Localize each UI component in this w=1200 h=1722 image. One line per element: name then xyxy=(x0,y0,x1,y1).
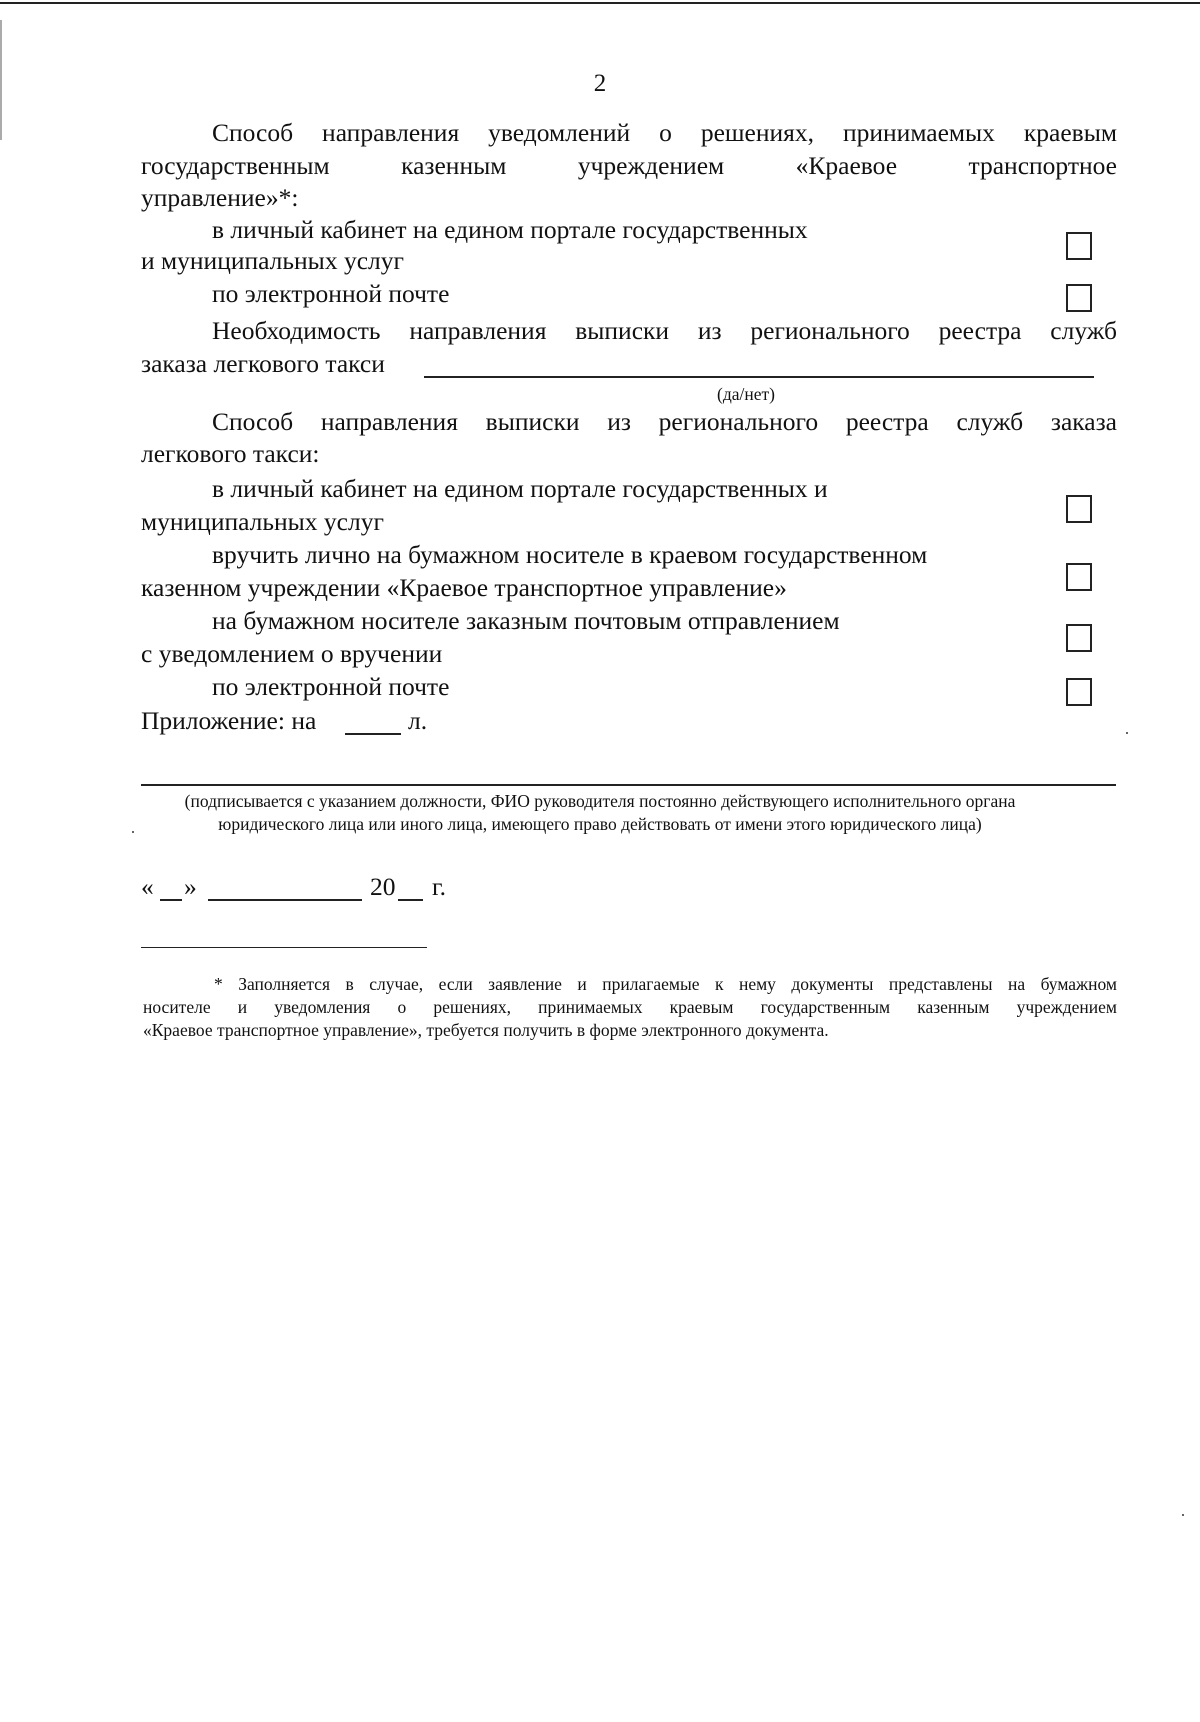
extract-portal-checkbox[interactable] xyxy=(1066,495,1092,523)
scan-speck xyxy=(1126,732,1128,734)
extract-option-portal-line1: в личный кабинет на едином портале государственных и xyxy=(212,474,828,503)
extract-method-heading-line1: Способ направления выписки из регионального реестра служб заказа xyxy=(212,407,1117,436)
extract-need-hint: (да/нет) xyxy=(717,384,775,404)
scan-top-border xyxy=(0,2,1200,4)
extract-option-mail-line2: с уведомлением о вручении xyxy=(141,639,443,668)
notice-portal-checkbox[interactable] xyxy=(1066,232,1092,260)
signature-note-line2: юридического лица или иного лица, имеющего право действовать от имени этого юридического лица) xyxy=(218,814,982,834)
extract-mail-checkbox[interactable] xyxy=(1066,624,1092,652)
extract-inperson-checkbox[interactable] xyxy=(1066,563,1092,591)
extract-need-line1: Необходимость направления выписки из регионального реестра служб xyxy=(212,316,1117,345)
scan-speck xyxy=(132,831,134,833)
footnote-line3: «Краевое транспортное управление», требуется получить в форме электронного документа. xyxy=(143,1020,829,1040)
date-close-quote: » xyxy=(184,872,197,901)
extract-need-line2: заказа легкового такси xyxy=(141,349,385,378)
date-year-field[interactable] xyxy=(398,899,423,901)
scan-speck xyxy=(1182,1514,1184,1516)
attachment-label: Приложение: на xyxy=(141,706,317,735)
notice-email-checkbox[interactable] xyxy=(1066,284,1092,312)
date-month-field[interactable] xyxy=(208,899,362,901)
extract-method-heading-line2: легкового такси: xyxy=(141,439,320,468)
notice-option-portal-line2: и муниципальных услуг xyxy=(141,246,404,275)
footnote-line1: * Заполняется в случае, если заявление и прилагаемые к нему документы представлены на бумажном xyxy=(214,974,1117,994)
extract-option-portal-line2: муниципальных услуг xyxy=(141,507,384,536)
attachment-pages-field[interactable] xyxy=(345,733,401,735)
extract-option-inperson-line1: вручить лично на бумажном носителе в краевом государственном xyxy=(212,540,928,569)
date-year-suffix: г. xyxy=(432,872,446,901)
attachment-suffix: л. xyxy=(408,706,428,735)
notice-method-heading-line3: управление»*: xyxy=(141,183,299,212)
extract-need-answer-line[interactable] xyxy=(424,376,1094,378)
notice-method-heading-line1: Способ направления уведомлений о решениях, принимаемых краевым xyxy=(212,118,1117,147)
signature-note-line1: (подписывается с указанием должности, ФИО руководителя постоянно действующего исполнительного органа xyxy=(184,791,1016,811)
notice-option-email: по электронной почте xyxy=(212,279,450,308)
page-number: 2 xyxy=(593,70,607,97)
footnote-separator xyxy=(141,947,427,948)
date-day-field[interactable] xyxy=(160,899,182,901)
extract-option-inperson-line2: казенном учреждении «Краевое транспортное управление» xyxy=(141,573,787,602)
extract-option-email: по электронной почте xyxy=(212,672,450,701)
date-year-prefix: 20 xyxy=(370,872,396,901)
signature-line[interactable] xyxy=(141,784,1116,786)
date-open-quote: « xyxy=(141,872,154,901)
footnote-line2: носителе и уведомления о решениях, принимаемых краевым государственным казенным учреждением xyxy=(143,997,1117,1017)
notice-option-portal-line1: в личный кабинет на едином портале государственных xyxy=(212,215,808,244)
extract-option-mail-line1: на бумажном носителе заказным почтовым отправлением xyxy=(212,606,840,635)
extract-email-checkbox[interactable] xyxy=(1066,678,1092,706)
notice-method-heading-line2: государственным казенным учреждением «Краевое транспортное xyxy=(141,151,1117,180)
